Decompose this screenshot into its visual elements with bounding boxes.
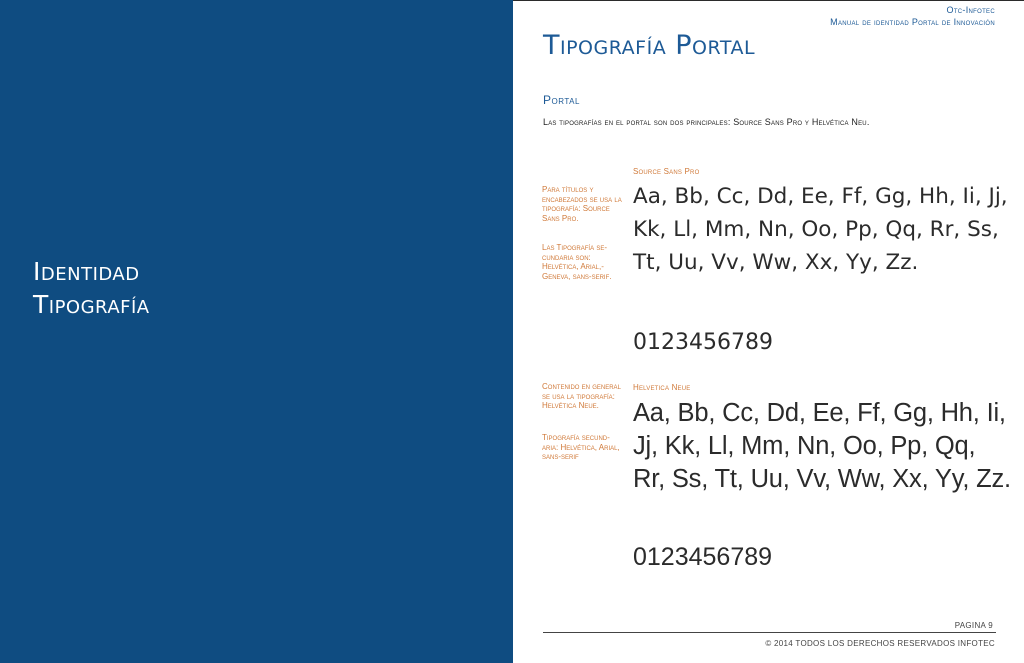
note-secondary-helvetica: Tipografía secund-aria: Helvética, Arial, sans-serif xyxy=(542,433,620,461)
digits-helvetica-neue: 0123456789 xyxy=(633,543,773,571)
header-org: Otc-Infotec xyxy=(946,5,995,15)
footer-divider xyxy=(543,632,996,633)
page-number: PAGINA 9 xyxy=(954,621,993,630)
alphabet-helvetica-neue: Aa, Bb, Cc, Dd, Ee, Ff, Gg, Hh, Ii, Jj, Kk, Ll, Mm, Nn, Oo, Pp, Qq, Rr, Ss, Tt, Uu, Vv, Ww, Xx, Yy, Zz. xyxy=(633,399,1011,493)
note-primary-helvetica: Contenido en general se usa la tipografía: Helvética Neue. xyxy=(542,382,621,410)
font-name-helvetica-neue: Helvetica Neue xyxy=(633,383,691,392)
section-title-line-1: Identidad xyxy=(33,257,140,286)
alphabet-source-sans: Aa, Bb, Cc, Dd, Ee, Ff, Gg, Hh, Ii, Jj, Kk, Ll, Mm, Nn, Oo, Pp, Qq, Rr, Ss, Tt, Uu, Vv, Ww, Xx, Yy, Zz. xyxy=(633,184,1008,275)
running-header xyxy=(830,4,995,28)
font-name-source-sans: Source Sans Pro xyxy=(633,167,700,176)
content-page xyxy=(513,0,1024,663)
copyright: © 2014 TODOS LOS DERECHOS RESERVADOS INFOTEC xyxy=(765,639,995,648)
header-manual: Manual de identidad Portal de Innovación xyxy=(830,17,995,27)
digits-source-sans: 0123456789 xyxy=(633,330,773,355)
section-title xyxy=(33,255,150,321)
section-title-line-2: Tipografía xyxy=(33,290,150,319)
section-heading: Portal xyxy=(543,93,580,107)
section-description: Las tipografías en el portal son dos principales: Source Sans Pro y Helvética Neu. xyxy=(543,117,870,127)
note-primary-source-sans: Para títulos y encabezados se usa la tipografía: Source Sans Pro. xyxy=(542,185,622,223)
note-secondary-source-sans: Las Tipografía se-cundaria son: Helvética, Arial,-Geneva, sans-serif. xyxy=(542,243,612,281)
page-title: Tipografía Portal xyxy=(543,30,756,61)
